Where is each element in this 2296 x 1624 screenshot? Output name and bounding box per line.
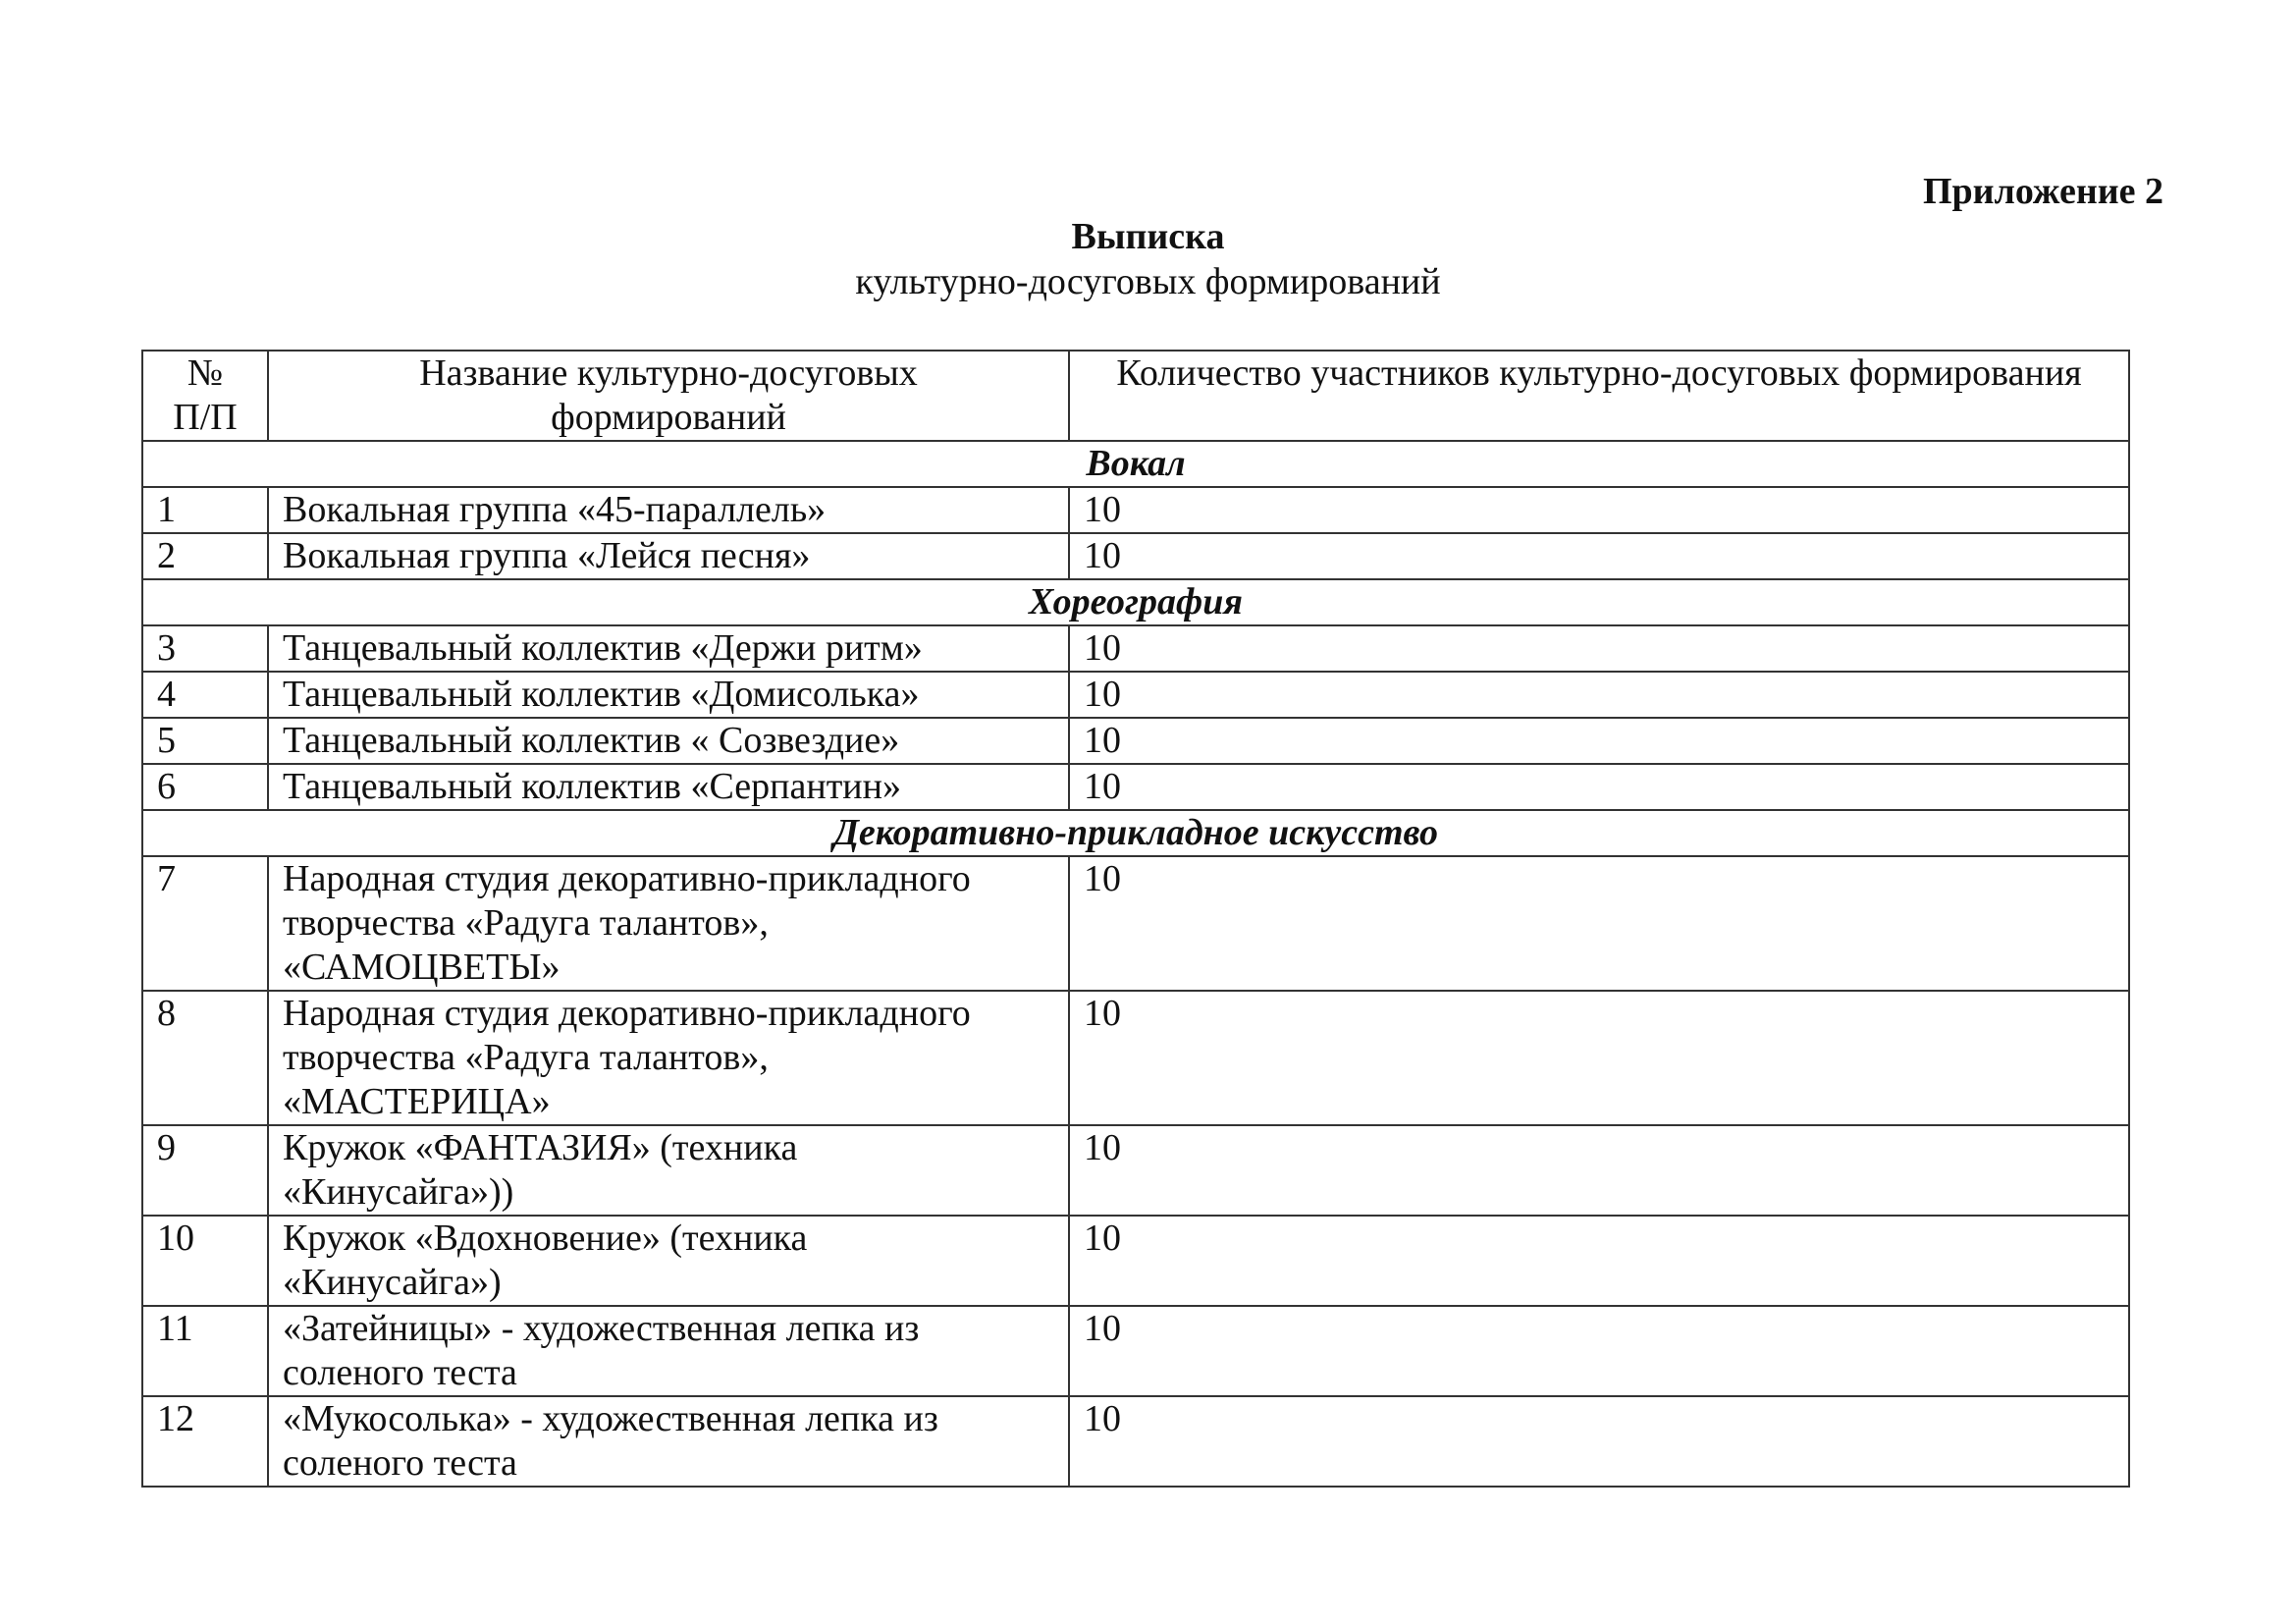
row-name-line: Танцевальный коллектив «Домисолька» [283,674,920,715]
table-row [142,764,2129,810]
row-number: 10 [142,1216,268,1306]
row-count: 10 [1069,718,2129,764]
row-count: 10 [1069,1306,2129,1396]
table-row [142,1306,2129,1396]
row-name-line: Народная студия декоративно-прикладного [283,858,971,899]
row-count: 10 [1069,1396,2129,1487]
row-count: 10 [1069,672,2129,718]
row-name [268,487,1069,533]
row-number: 2 [142,533,268,579]
row-name [268,718,1069,764]
section-row-vocal [142,441,2129,487]
header-count-line: Количество участников культурно-досуговых формирования [1116,352,2082,394]
row-name-line: соленого теста [283,1442,517,1484]
table-row [142,533,2129,579]
table-row [142,1125,2129,1216]
row-count: 10 [1069,991,2129,1125]
appendix-label: Приложение 2 [1922,171,2163,212]
row-count: 10 [1069,1125,2129,1216]
table-row [142,487,2129,533]
row-number: 12 [142,1396,268,1487]
row-number: 7 [142,856,268,991]
table-row [142,856,2129,991]
row-count: 10 [1069,533,2129,579]
row-name-line: «Кинусайга») [283,1262,502,1303]
row-name-line: «МАСТЕРИЦА» [283,1081,551,1122]
section-row-choreography [142,579,2129,625]
row-name-line: «Затейницы» - художественная лепка из [283,1308,920,1349]
row-name-line: Танцевальный коллектив «Держи ритм» [283,627,923,669]
row-number: 5 [142,718,268,764]
row-name-line: творчества «Радуга талантов», [283,902,769,944]
section-title: Вокал [142,441,2129,487]
section-title: Хореография [142,579,2129,625]
table-header-row [142,351,2129,441]
row-count: 10 [1069,856,2129,991]
header-count [1069,351,2129,441]
table-row [142,1396,2129,1487]
row-name [268,625,1069,672]
row-name-line: Народная студия декоративно-прикладного [283,993,971,1034]
table-row [142,991,2129,1125]
row-count: 10 [1069,764,2129,810]
row-number: 4 [142,672,268,718]
row-name-line: Кружок «ФАНТАЗИЯ» (техника [283,1127,798,1168]
row-name [268,856,1069,991]
row-name [268,1125,1069,1216]
row-name-line: Вокальная группа «45-параллель» [283,489,827,530]
row-name-line: «Мукосолька» - художественная лепка из [283,1398,938,1439]
row-number: 11 [142,1306,268,1396]
document-title: Выписка [1071,216,1225,257]
row-count: 10 [1069,625,2129,672]
row-name-line: «Кинусайга»)) [283,1171,514,1213]
row-name [268,1216,1069,1306]
header-number [142,351,268,441]
row-name [268,1306,1069,1396]
header-number-line: № [187,352,224,394]
row-number: 9 [142,1125,268,1216]
section-title: Декоративно-прикладное искусство [142,810,2129,856]
row-number: 1 [142,487,268,533]
table-row [142,718,2129,764]
header-name [268,351,1069,441]
row-count: 10 [1069,1216,2129,1306]
row-number: 8 [142,991,268,1125]
row-number: 3 [142,625,268,672]
table-row [142,625,2129,672]
row-name [268,533,1069,579]
header-number-line: П/П [173,397,238,438]
document-subtitle: культурно-досуговых формирований [855,261,1441,302]
formations-table [141,350,2130,1488]
row-name-line: соленого теста [283,1352,517,1393]
header-name-line: формирований [551,397,786,438]
row-name [268,1396,1069,1487]
header-name-line: Название культурно-досуговых [419,352,918,394]
row-name-line: Танцевальный коллектив « Созвездие» [283,720,900,761]
row-name-line: «САМОЦВЕТЫ» [283,947,561,988]
row-name [268,672,1069,718]
row-name-line: Танцевальный коллектив «Серпантин» [283,766,901,807]
row-number: 6 [142,764,268,810]
row-name [268,991,1069,1125]
table-row [142,672,2129,718]
row-name [268,764,1069,810]
row-count: 10 [1069,487,2129,533]
section-row-decorative-arts [142,810,2129,856]
row-name-line: Вокальная группа «Лейся песня» [283,535,811,576]
table-row [142,1216,2129,1306]
row-name-line: творчества «Радуга талантов», [283,1037,769,1078]
row-name-line: Кружок «Вдохновение» (техника [283,1218,808,1259]
